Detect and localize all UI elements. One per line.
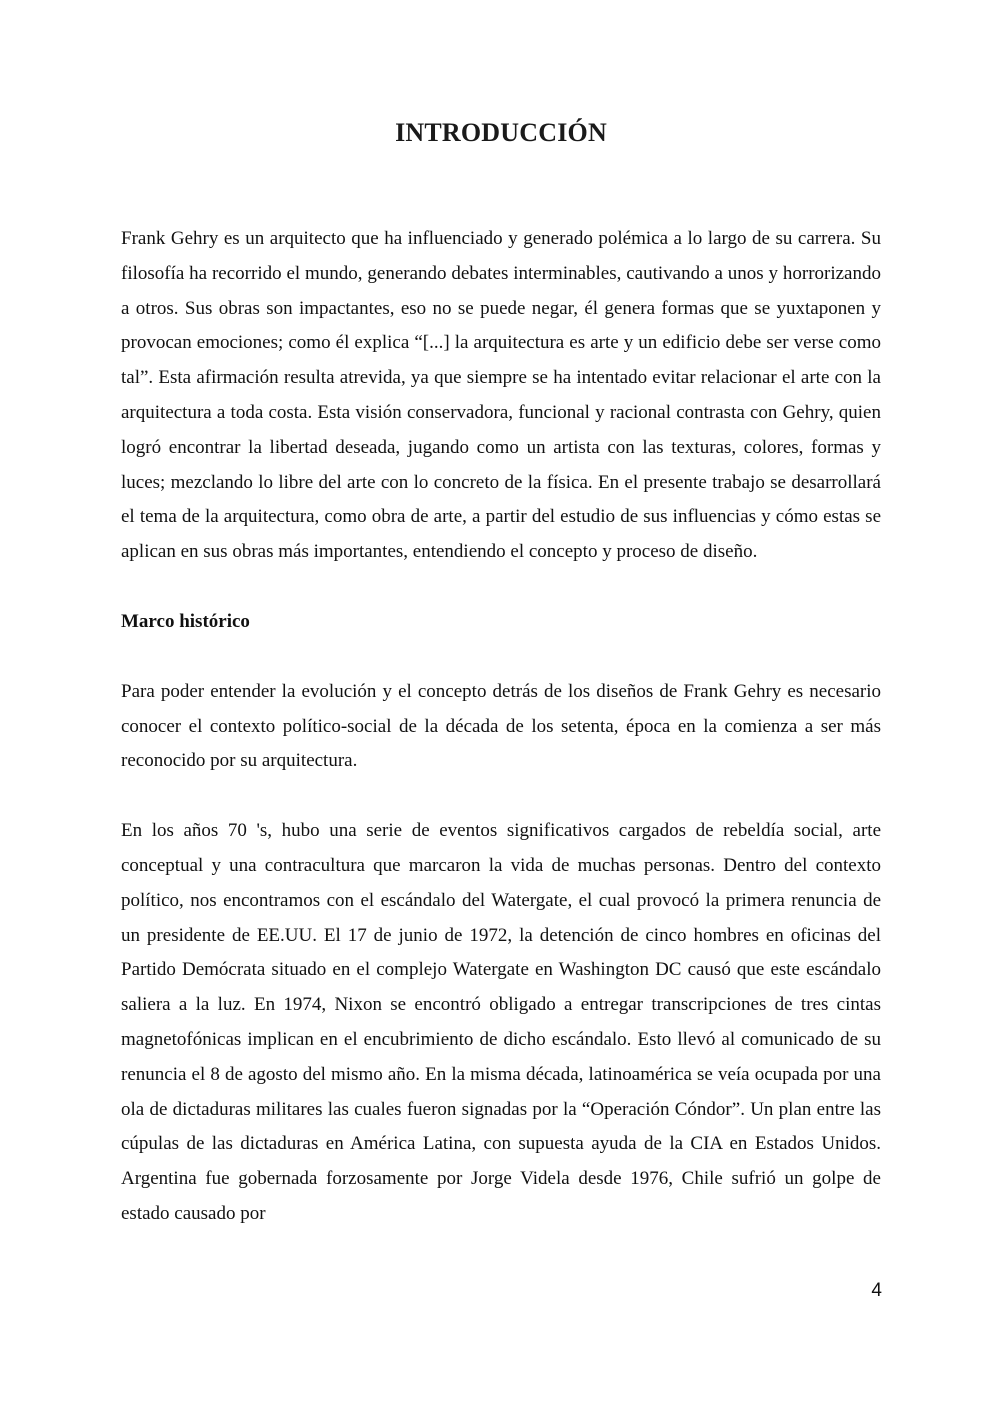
page-number: 4: [871, 1280, 882, 1301]
page-title: INTRODUCCIÓN: [395, 118, 607, 147]
body-content: [121, 222, 881, 1232]
seventies-paragraph: En los años 70 's, hubo una serie de eventos significativos cargados de rebeldía social, arte conceptual y una contracultura que marcaron la vida de muchas personas. Dentro del contexto político, nos encontramos con el escándalo del Watergate, el cual provocó la primera renuncia de un presidente de EE.UU. El 17 de junio de 1972, la detención de cinco hombres en oficinas del Partido Demócrata situado en el complejo Watergate en Washington DC causó que este escándalo saliera a la luz. En 1974, Nixon se encontró obligado a entregar transcripciones de tres cintas magnetofónicas implican en el encubrimiento de dicho escándalo. Esto llevó al comunicado de su renuncia el 8 de agosto del mismo año. En la misma década, latinoamérica se veía ocupada por una ola de dictaduras militares las cuales fueron signadas por la “Operación Cóndor”. Un plan entre las cúpulas de las dictaduras en América Latina, con supuesta ayuda de la CIA en Estados Unidos. Argentina fue gobernada forzosamente por Jorge Videla desde 1976, Chile sufrió un golpe de estado causado por: [121, 820, 881, 1224]
context-paragraph: Para poder entender la evolución y el concepto detrás de los diseños de Frank Gehry es necesario conocer el contexto político-social de la década de los setenta, época en la comienza a ser más reconocido por su arquitectura.: [121, 680, 881, 772]
intro-paragraph: Frank Gehry es un arquitecto que ha influenciado y generado polémica a lo largo de su carrera. Su filosofía ha recorrido el mundo, generando debates interminables, cautivando a unos y horrorizando a otros. Sus obras son impactantes, eso no se puede negar, él genera formas que se yuxtaponen y provocan emociones; como él explica “[...] la arquitectura es arte y un edificio debe ser verse como tal”. Esta afirmación resulta atrevida, ya que siempre se ha intentado evitar relacionar el arte con la arquitectura a toda costa. Esta visión conservadora, funcional y racional contrasta con Gehry, quien logró encontrar la libertad deseada, jugando como un artista con las texturas, colores, formas y luces; mezclando lo libre del arte con lo concreto de la física. En el presente trabajo se desarrollará el tema de la arquitectura, como obra de arte, a partir del estudio de sus influencias y cómo estas se aplican en sus obras más importantes, entendiendo el concepto y proceso de diseño.: [121, 228, 881, 563]
section-heading: Marco histórico: [121, 610, 250, 632]
